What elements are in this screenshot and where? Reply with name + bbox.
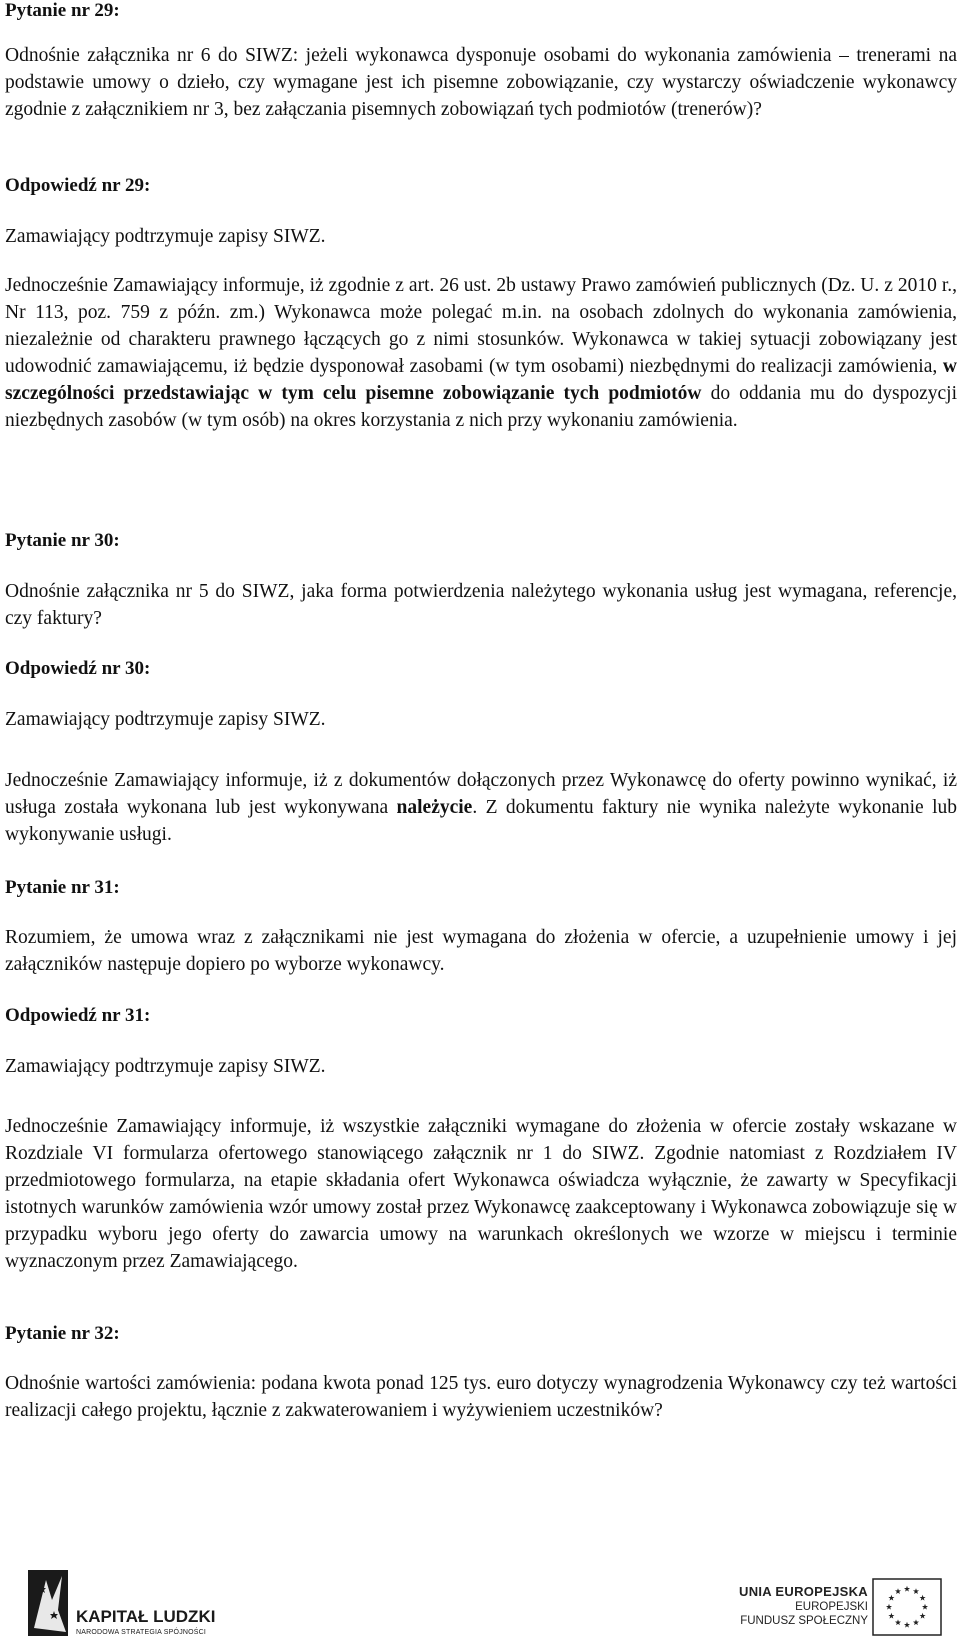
answer-29-text-bold: w szczególności przedstawiając w tym celu pisemne zobowiązanie tych podmiotów [5,356,957,404]
answer-31-text: Jednocześnie Zamawiający informuje, iż wszystkie załączniki wymagane do złożenia w ofercie zostały wskazane w Rozdziale VI formularza ofertowego stanowiącego załącznik nr 1 do SIWZ. Zgodnie natomiast z Rozdziałem IV przedmiotowego formularza, na etapie składania ofert Wykonawca oświadcza wyłącznie, że zawarty w Specyfikacji istotnych warunków zamówienia wzór umowy został przez Wykonawcę zaakceptowany i Wykonawca zobowiązuje się w przypadku wyboru jego oferty do zawarcia umowy na warunkach określonych we wzorze w miejscu i terminie wyznaczonym przez Zamawiającego. [5,1116,957,1272]
question-29-heading: Pytanie nr 29: [5,0,120,21]
eu-star-icon [888,1595,894,1601]
answer-31-line-1: Zamawiający podtrzymuje zapisy SIWZ. [5,1056,326,1077]
eu-title: UNIA EUROPEJSKA [739,1584,868,1599]
question-30-heading: Pytanie nr 30: [5,530,120,551]
eu-star-icon [886,1604,892,1610]
eu-star-icon [920,1613,926,1619]
eu-star-icon [922,1604,928,1610]
kapital-ludzki-name: KAPITAŁ LUDZKI [76,1607,216,1626]
eu-star-icon [895,1619,901,1625]
answer-29-text [5,272,957,434]
eu-star-icon [888,1613,894,1619]
answer-30-text-b: . Z dokumentu faktury nie wynika należyte wykonanie lub wykonywanie usługi. [5,797,957,845]
footer [0,1570,960,1650]
question-31-text: Rozumiem, że umowa wraz z załącznikami nie jest wymagana do złożenia w ofercie, a uzupełnienie umowy i jej załączników następuje dopiero po wyborze wykonawcy. [5,927,957,975]
eu-text-block [708,1584,868,1628]
answer-30-text-a: Jednocześnie Zamawiający informuje, iż z dokumentów dołączonych przez Wykonawcę do oferty powinno wynikać, iż usługa została wykonana lub jest wykonywana [5,770,957,818]
eu-flag-icon [872,1578,942,1641]
kapital-ludzki-logo [28,1570,248,1647]
eu-star-icon [920,1595,926,1601]
answer-30-text [5,767,957,848]
answer-29-line-1: Zamawiający podtrzymuje zapisy SIWZ. [5,226,326,247]
question-31-heading: Pytanie nr 31: [5,877,120,898]
kapital-ludzki-emblem-icon [28,1570,248,1642]
eu-star-icon [904,1586,910,1592]
answer-30-text-bold: należycie [396,797,473,818]
answer-31-heading: Odpowiedź nr 31: [5,1005,151,1026]
answer-30-heading: Odpowiedź nr 30: [5,658,151,679]
question-29-text: Odnośnie załącznika nr 6 do SIWZ: jeżeli wykonawca dysponuje osobami do wykonania zamówienia – trenerami na podstawie umowy o dzieło, czy wymagane jest ich pisemne zobowiązanie, czy wystarczy oświadczenie wykonawcy zgodnie z załącznikiem nr 3, bez załączania pisemnych zobowiązań tych podmiotów (trenerów)? [5,45,957,120]
eu-subtitle-1: EUROPEJSKI [795,1601,868,1613]
eu-star-icon [904,1622,910,1628]
question-32-text: Odnośnie wartości zamówienia: podana kwota ponad 125 tys. euro dotyczy wynagrodzenia Wykonawcy czy też wartości realizacji całego projektu, łącznie z zakwaterowaniem i wyżywieniem uczestników? [5,1373,957,1421]
eu-star-icon [913,1619,919,1625]
eu-subtitle-2: FUNDUSZ SPOŁECZNY [740,1615,868,1627]
answer-30-line-1: Zamawiający podtrzymuje zapisy SIWZ. [5,709,326,730]
eu-star-icon [913,1588,919,1594]
kapital-ludzki-subtitle: NARODOWA STRATEGIA SPÓJNOŚCI [76,1629,207,1636]
answer-29-text-b: do oddania mu do dyspozycji niezbędnych zasobów (w tym osób) na okres korzystania z nich przy wykonaniu zamówienia. [5,383,957,431]
answer-29-text-a: Jednocześnie Zamawiający informuje, iż zgodnie z art. 26 ust. 2b ustawy Prawo zamówień publicznych (Dz. U. z 2010 r., Nr 113, poz. 759 z późn. zm.) Wykonawca może polegać m.in. na osobach zdolnych do wykonania zamówienia, niezależnie od charakteru prawnego łączących go z nimi stosunków. Wykonawca w takiej sytuacji zobowiązany jest udowodnić zamawiającemu, iż będzie dysponował zasobami (w tym osobami) niezbędnymi do realizacji zamówienia, [5,275,957,377]
question-32-heading: Pytanie nr 32: [5,1323,120,1344]
answer-29-heading: Odpowiedź nr 29: [5,175,151,196]
question-30-text: Odnośnie załącznika nr 5 do SIWZ, jaka forma potwierdzenia należytego wykonania usług jest wymagana, referencje, czy faktury? [5,581,957,629]
eu-star-icon [895,1588,901,1594]
